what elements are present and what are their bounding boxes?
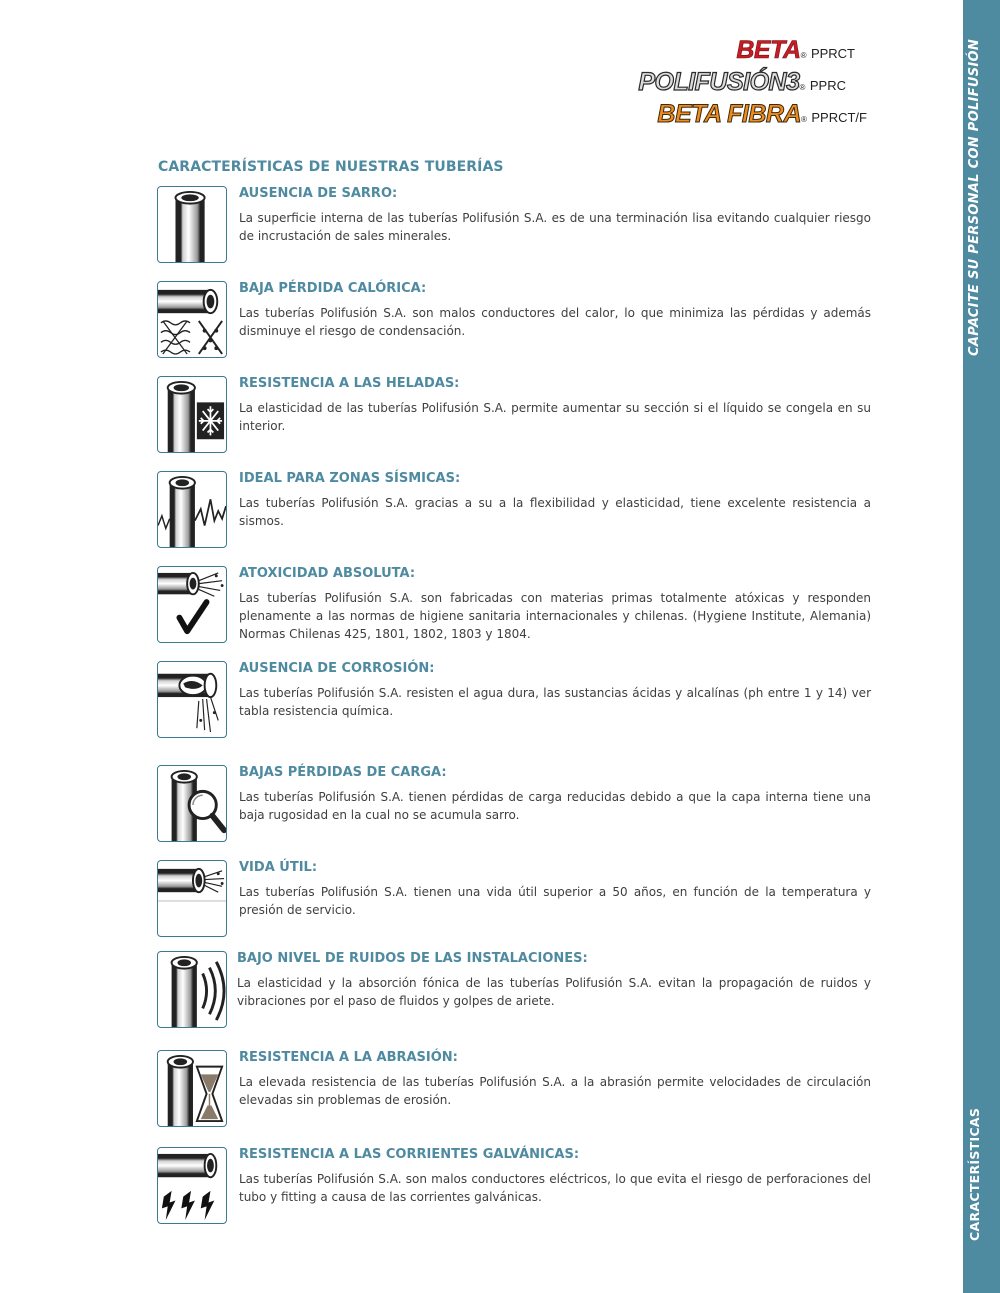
pipe-corrosion-icon [157, 661, 227, 738]
sidebar-section-label: CARACTERÍSTICAS [967, 1107, 982, 1241]
pipe-hourglass-icon [157, 1050, 227, 1127]
brand-beta-fibra-logo: BETA FIBRA® PPRCT/F [657, 100, 867, 128]
feature-description: Las tuberías Polifusión S.A. tienen pérdidas de carga reducidas debido a que la capa interna tiene una baja rugosidad en la cual no se acumula sarro. [239, 790, 871, 822]
feature-title: RESISTENCIA A LAS HELADAS: [239, 376, 460, 391]
pipe-lightning-icon [157, 1147, 227, 1224]
feature-description: La elasticidad y la absorción fónica de las tuberías Polifusión S.A. evitan la propagación de ruidos y vibraciones por el paso de fluidos y golpes de ariete. [237, 976, 871, 1008]
brand-beta-logo: BETA® PPRCT [736, 36, 855, 64]
pipe-sound-waves-icon [157, 951, 227, 1028]
feature-description: La elasticidad de las tuberías Polifusión S.A. permite aumentar su sección si el líquido se congela en su interior. [239, 401, 871, 433]
feature-description: Las tuberías Polifusión S.A. resisten el agua dura, las sustancias ácidas y alcalínas (ph entre 1 y 14) ver tabla resistencia química. [239, 686, 871, 718]
feature-title: AUSENCIA DE SARRO: [239, 186, 398, 201]
feature-title: BAJA PÉRDIDA CALÓRICA: [239, 281, 427, 296]
feature-description: La superficie interna de las tuberías Polifusión S.A. es de una terminación lisa evitando cualquier riesgo de incrustación de sales minerales. [239, 211, 871, 243]
feature-description: Las tuberías Polifusión S.A. son malos conductores del calor, lo que minimiza las pérdidas y además disminuye el riesgo de condensación. [239, 306, 871, 338]
pipe-snowflake-icon [157, 376, 227, 453]
pipe-checkmark-icon [157, 566, 227, 643]
pipe-water-flow-icon [157, 860, 227, 937]
feature-title: BAJAS PÉRDIDAS DE CARGA: [239, 765, 447, 780]
feature-title: ATOXICIDAD ABSOLUTA: [239, 566, 416, 581]
feature-description: Las tuberías Polifusión S.A. gracias a su a la flexibilidad y elasticidad, tiene excelente resistencia a sismos. [239, 496, 871, 528]
sidebar-top-label: CAPACITE SU PERSONAL CON POLIFUSIÓN [967, 38, 982, 356]
pipe-smooth-icon [157, 186, 227, 263]
feature-title: RESISTENCIA A LAS CORRIENTES GALVÁNICAS: [239, 1147, 580, 1162]
pipe-magnifier-icon [157, 765, 227, 842]
brand-polifusion3-logo: POLIFUSIÓN3® PPRC [638, 68, 846, 96]
pipe-seismic-icon [157, 471, 227, 548]
pipe-heat-icon [157, 281, 227, 358]
feature-description: Las tuberías Polifusión S.A. tienen una vida útil superior a 50 años, en función de la temperatura y presión de servicio. [239, 885, 871, 917]
feature-title: VIDA ÚTIL: [239, 860, 318, 875]
feature-title: AUSENCIA DE CORROSIÓN: [239, 661, 435, 676]
feature-description: Las tuberías Polifusión S.A. son malos conductores eléctricos, lo que evita el riesgo de perforaciones del tubo y fitting a causa de las corrientes galvánicas. [239, 1172, 871, 1204]
feature-title: BAJO NIVEL DE RUIDOS DE LAS INSTALACIONES: [237, 951, 588, 966]
section-title: CARACTERÍSTICAS DE NUESTRAS TUBERÍAS [158, 159, 504, 175]
feature-title: RESISTENCIA A LA ABRASIÓN: [239, 1050, 458, 1065]
feature-description: La elevada resistencia de las tuberías Polifusión S.A. a la abrasión permite velocidades de circulación elevadas sin problemas de erosión. [239, 1075, 871, 1107]
feature-description: Las tuberías Polifusión S.A. son fabricadas con materias primas totalmente atóxicas y responden plenamente a las normas de higiene sanitaria internacionales y chilenas. (Hygiene Institute, Alemania) Normas Chilenas 425, 1801, 1802, 1803 y 1804. [239, 591, 871, 641]
feature-title: IDEAL PARA ZONAS SÍSMICAS: [239, 471, 461, 486]
